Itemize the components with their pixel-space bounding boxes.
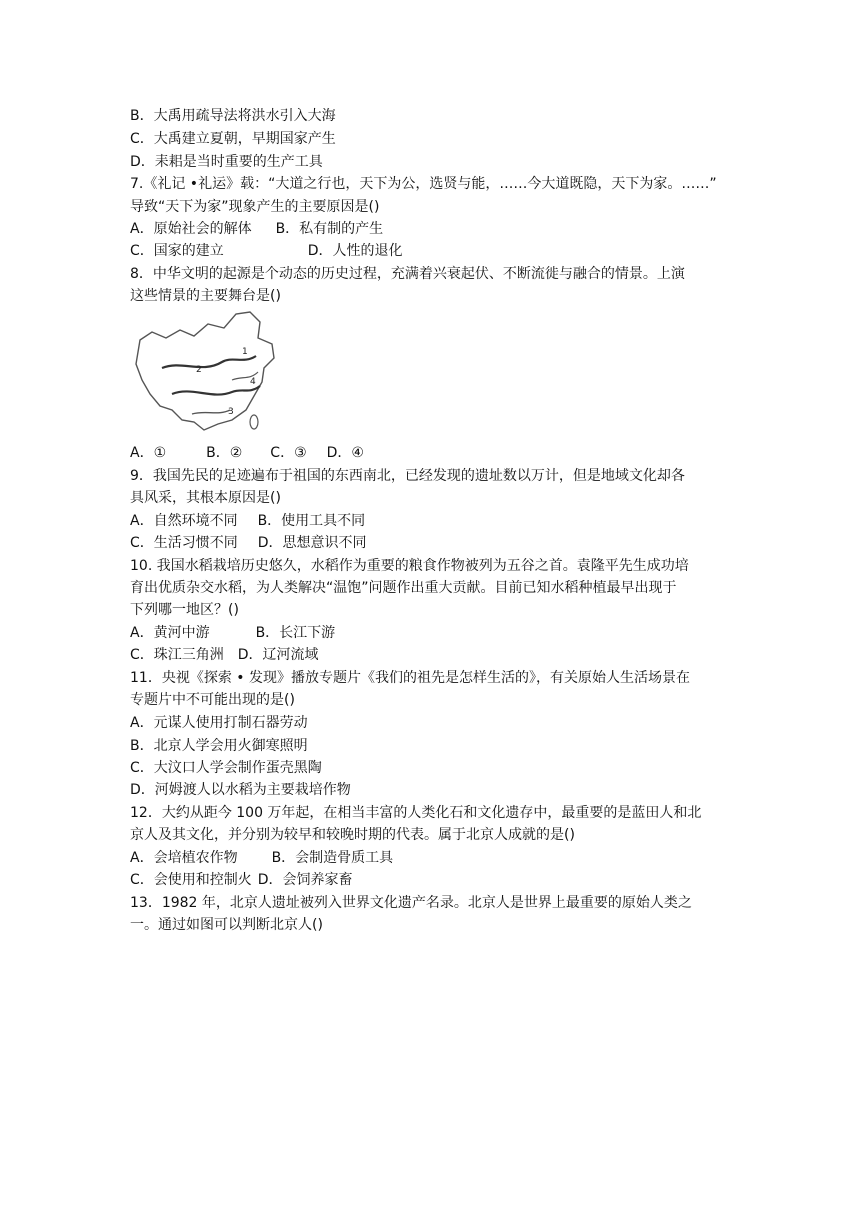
q10-stem-line-2: 育出优质杂交水稻，为人类解决“温饱”问题作出重大贡献。目前已知水稻种植最早出现于: [130, 580, 677, 596]
q8-option-b: B．②: [206, 445, 243, 461]
q12-stem-line-2: 京人及其文化，并分别为较早和较晚时期的代表。属于北京人成就的是(): [130, 827, 575, 843]
q11-option-d: D．河姆渡人以水稻为主要栽培作物: [130, 782, 351, 798]
q12-options-row-1: [130, 847, 393, 869]
map-label-1: 1: [242, 347, 248, 357]
q10-stem-line-3: 下列哪一地区？(): [130, 602, 239, 618]
q9-option-c: C．生活习惯不同: [130, 535, 238, 551]
q7-option-b: B．私有制的产生: [275, 221, 384, 237]
q8-stem-line-2: 这些情景的主要舞台是(): [130, 288, 281, 304]
q7-option-a: A．原始社会的解体: [130, 221, 252, 237]
q8-option-a: A．①: [130, 445, 167, 461]
q12-option-c: C．会使用和控制火: [130, 872, 252, 888]
q11-option-b: B．北京人学会用火御寒照明: [130, 738, 308, 754]
q9-option-a: A．自然环境不同: [130, 513, 238, 529]
q6-option-b: B．大禹用疏导法将洪水引入大海: [130, 108, 336, 124]
q9-options-row-1: [130, 510, 365, 532]
q10-option-b: B．长江下游: [255, 625, 336, 641]
q10-option-a: A．黄河中游: [130, 625, 210, 641]
q11-option-a: A．元谋人使用打制石器劳动: [130, 715, 308, 731]
q10-option-c: C．珠江三角洲: [130, 647, 224, 663]
q9-stem-line-2: 具风采，其根本原因是(): [130, 490, 281, 506]
q11-option-c: C．大汶口人学会制作蛋壳黑陶: [130, 760, 322, 776]
q9-options-row-2: [130, 532, 367, 554]
q12-stem-line-1: 12．大约从距今 100 万年起，在相当丰富的人类化石和文化遗存中，最重要的是蓝田人和北: [130, 805, 702, 821]
q7-stem-line-2: 导致“天下为家”现象产生的主要原因是(): [130, 199, 380, 215]
map-label-2: 2: [196, 365, 202, 375]
q7-options-row-1: [130, 218, 383, 240]
q8-option-d: D．④: [326, 445, 364, 461]
q7-stem-line-1: 7.《礼记 •礼运》载：“大道之行也，天下为公，选贤与能，……今大道既隐，天下为家。……”: [130, 176, 717, 192]
q11-stem-line-2: 专题片中不可能出现的是(): [130, 692, 295, 708]
q9-option-b: B．使用工具不同: [257, 513, 366, 529]
q12-options-row-2: [130, 869, 353, 891]
q7-option-d: D．人性的退化: [307, 243, 403, 259]
china-outline-map: [132, 310, 282, 438]
q8-options-row: [130, 442, 364, 464]
q12-option-b: B．会制造骨质工具: [271, 850, 394, 866]
q8-option-c: C．③: [270, 445, 307, 461]
q10-options-row-2: [130, 644, 319, 666]
q10-option-d: D．辽河流域: [237, 647, 319, 663]
q7-options-row-2: [130, 240, 403, 262]
q13-stem-line-1: 13．1982 年，北京人遗址被列入世界文化遗产名录。北京人是世界上最重要的原始人类之: [130, 895, 692, 911]
map-label-3: 3: [228, 407, 234, 417]
q10-stem-line-1: 10. 我国水稻栽培历史悠久，水稻作为重要的粮食作物被列为五谷之首。袁隆平先生成功培: [130, 558, 689, 574]
q9-option-d: D．思想意识不同: [257, 535, 367, 551]
q10-options-row-1: [130, 622, 335, 644]
q8-stem-line-1: 8．中华文明的起源是个动态的历史过程，充满着兴衰起伏、不断流徙与融合的情景。上演: [130, 266, 685, 282]
q11-stem-line-1: 11．央视《探索 • 发现》播放专题片《我们的祖先是怎样生活的》，有关原始人生活场景在: [130, 670, 690, 686]
q6-option-c: C．大禹建立夏朝，早期国家产生: [130, 131, 336, 147]
q7-option-c: C．国家的建立: [130, 243, 224, 259]
q13-stem-line-2: 一。通过如图可以判断北京人(): [130, 917, 323, 933]
q6-option-d: D．耒耜是当时重要的生产工具: [130, 154, 323, 170]
q12-option-a: A．会培植农作物: [130, 850, 238, 866]
q12-option-d: D．会饲养家畜: [257, 872, 353, 888]
map-label-4: 4: [250, 377, 256, 387]
q9-stem-line-1: 9．我国先民的足迹遍布于祖国的东西南北，已经发现的遗址数以万计，但是地域文化却各: [130, 468, 685, 484]
